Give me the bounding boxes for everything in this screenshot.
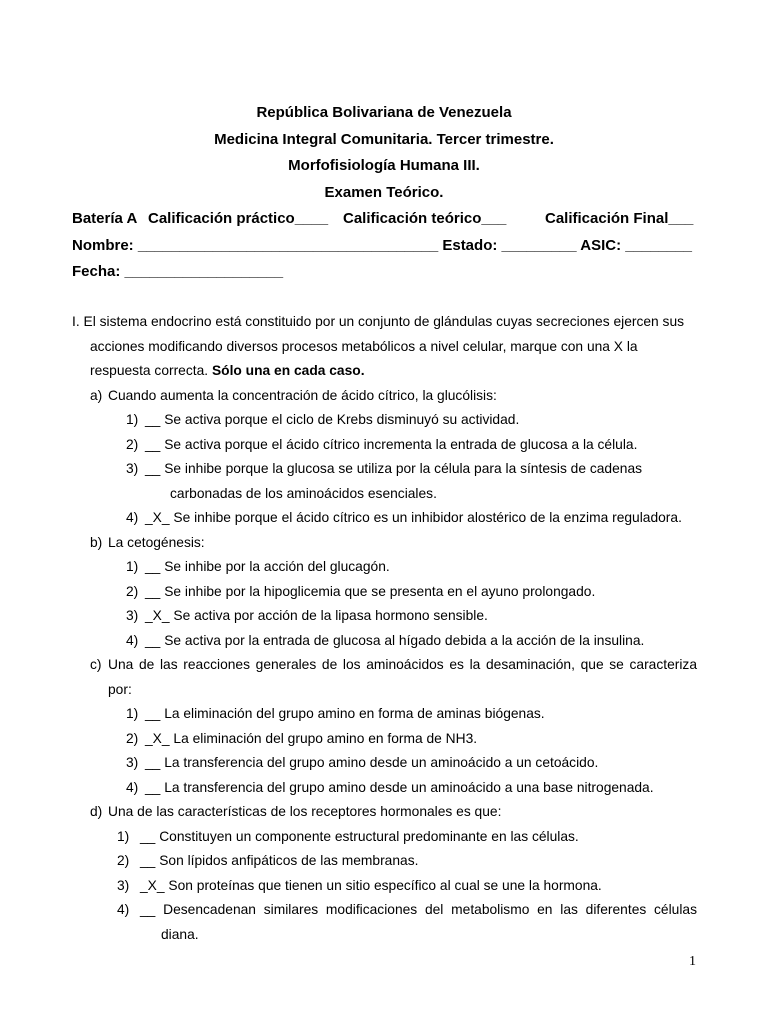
option-text: Son lípidos anfipáticos de las membranas. (159, 853, 419, 868)
question-letter: d) (90, 804, 103, 819)
name-label: Nombre: (72, 236, 134, 254)
answer-blank: __ (140, 902, 156, 917)
option-number: 4) (126, 779, 139, 795)
option-row (0, 727, 768, 752)
name-blank: ____________________________________ (137, 236, 439, 254)
option-row (0, 776, 768, 801)
option-row (0, 874, 768, 899)
answer-mark: _X_ (145, 510, 170, 525)
option-text-continuation: diana. (161, 926, 199, 942)
question-d (0, 800, 768, 825)
answer-mark: _X_ (145, 730, 170, 746)
program-title: Medicina Integral Comunitaria. Tercer trimestre. (214, 130, 554, 148)
option-row (0, 849, 768, 874)
option-row (0, 825, 768, 850)
answer-blank: __ (145, 436, 161, 452)
state-label: Estado: (442, 236, 498, 254)
instructions-emphasis: Sólo una en cada caso. (211, 363, 365, 378)
answer-blank: __ (145, 583, 161, 599)
option-row (0, 702, 768, 727)
institution-title: República Bolivariana de Venezuela (256, 104, 512, 121)
exam-type-title: Examen Teórico. (324, 183, 444, 201)
question-letter: a) (90, 387, 103, 403)
section-1 (0, 310, 768, 947)
answer-blank: __ (140, 828, 156, 844)
option-row (0, 408, 768, 433)
option-row (0, 898, 768, 923)
instructions-line (0, 359, 768, 384)
answer-mark: _X_ (140, 877, 165, 893)
option-text: Se inhibe por la acción del glucagón. (164, 559, 390, 574)
option-number: 4) (126, 632, 139, 648)
answer-blank: __ (145, 706, 161, 721)
answer-blank: __ (145, 779, 161, 795)
date-row (0, 259, 768, 286)
option-number: 1) (126, 706, 139, 721)
option-text: La eliminación del grupo amino en forma de aminas biógenas. (164, 706, 545, 721)
option-number: 2) (126, 436, 139, 452)
option-row (0, 457, 768, 482)
option-number: 2) (117, 853, 130, 868)
option-text-continuation: carbonadas de los aminoácidos esenciales. (170, 485, 437, 501)
question-letter: b) (90, 534, 103, 550)
grades-row (0, 206, 768, 233)
question-stem-continuation: por: (108, 681, 132, 697)
option-number: 3) (126, 608, 139, 623)
option-row (0, 580, 768, 605)
answer-blank: __ (145, 412, 161, 427)
option-number: 3) (117, 877, 130, 893)
option-number: 1) (126, 412, 139, 427)
question-stem: Una de las reacciones generales de los aminoácidos es la desaminación, que se caracteriza (108, 657, 697, 672)
option-row (0, 433, 768, 458)
question-a (0, 384, 768, 409)
option-text: Se activa por acción de la lipasa hormono sensible. (173, 608, 488, 623)
option-justified-line (140, 898, 697, 923)
option-text: Se inhibe porque el ácido cítrico es un inhibidor alostérico de la enzima reguladora. (173, 510, 682, 525)
option-text: Se activa porque el ácido cítrico incrementa la entrada de glucosa a la célula. (164, 436, 638, 452)
option-number: 2) (126, 583, 139, 599)
final-grade-field: Calificación Final___ (545, 210, 694, 227)
subject-title: Morfofisiología Humana III. (288, 157, 480, 174)
option-number: 1) (117, 828, 130, 844)
battery-label: Batería A (72, 210, 138, 227)
asic-blank: ________ (625, 236, 693, 254)
option-text: Se activa porque el ciclo de Krebs disminuyó su actividad. (164, 412, 520, 427)
option-number: 2) (126, 730, 139, 746)
option-number: 4) (126, 510, 139, 525)
exam-header (0, 100, 768, 286)
answer-mark: _X_ (145, 608, 170, 623)
question-stem: La cetogénesis: (108, 534, 205, 550)
question-b (0, 531, 768, 556)
name-row (0, 233, 768, 260)
practical-grade-field: Calificación práctico____ (148, 210, 329, 227)
option-text: La transferencia del grupo amino desde un aminoácido a un cetoácido. (164, 755, 599, 770)
option-text: Desencadenan similares modificaciones del metabolismo en las diferentes células (163, 902, 697, 917)
option-text: Son proteínas que tienen un sitio específico al cual se une la hormona. (168, 877, 602, 893)
option-row (0, 751, 768, 776)
answer-blank: __ (145, 755, 161, 770)
option-text: La transferencia del grupo amino desde un aminoácido a una base nitrogenada. (164, 779, 654, 795)
option-text: Se inhibe porque la glucosa se utiliza por la célula para la síntesis de cadenas (164, 461, 643, 476)
option-row (0, 506, 768, 531)
instructions-line: acciones modificando diversos procesos metabólicos a nivel celular, marque con una X la (90, 338, 638, 354)
answer-blank: __ (145, 559, 161, 574)
question-stem: Una de las características de los receptores hormonales es que: (108, 804, 502, 819)
option-text: La eliminación del grupo amino en forma de NH3. (173, 730, 478, 746)
date-label: Fecha: (72, 263, 121, 280)
option-text: Se inhibe por la hipoglicemia que se presenta en el ayuno prolongado. (164, 583, 596, 599)
option-row (0, 604, 768, 629)
instructions-line: I. El sistema endocrino está constituido por un conjunto de glándulas cuyas secreciones ejercen sus (72, 314, 685, 329)
option-number: 3) (126, 461, 139, 476)
option-text: Constituyen un componente estructural predominante en las células. (159, 828, 579, 844)
option-row (0, 629, 768, 654)
question-c (0, 653, 768, 678)
answer-blank: __ (145, 461, 161, 476)
instructions-text: respuesta correcta. (90, 363, 209, 378)
option-number: 4) (117, 902, 130, 917)
page-number: 1 (689, 954, 696, 969)
date-blank: ___________________ (124, 263, 284, 280)
option-number: 1) (126, 559, 139, 574)
question-stem: Cuando aumenta la concentración de ácido cítrico, la glucólisis: (108, 387, 497, 403)
option-text: Se activa por la entrada de glucosa al hígado debida a la acción de la insulina. (164, 632, 645, 648)
option-number: 3) (126, 755, 139, 770)
state-blank: _________ (501, 236, 577, 254)
option-row (0, 555, 768, 580)
answer-blank: __ (145, 632, 161, 648)
question-letter: c) (90, 657, 102, 672)
answer-blank: __ (140, 853, 156, 868)
asic-label: ASIC: (580, 236, 622, 254)
theory-grade-field: Calificación teórico___ (343, 210, 507, 227)
